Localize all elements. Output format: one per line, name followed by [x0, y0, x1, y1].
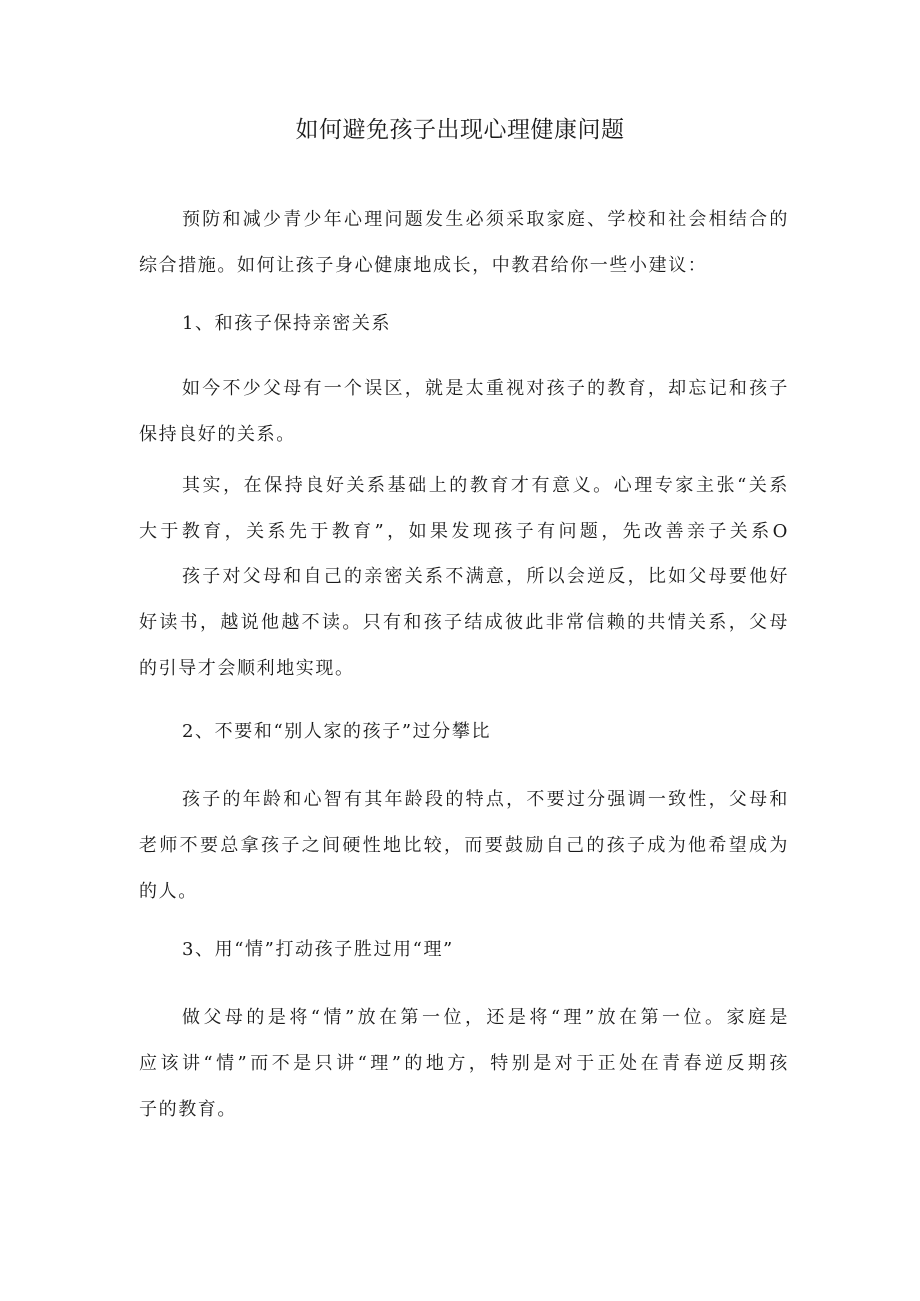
section-heading-1: 1、和孩子保持亲密关系 [182, 313, 392, 334]
intro-paragraph [139, 197, 789, 289]
paragraph-line: 老师不要总拿孩子之间硬性地比较，而要鼓励自己的孩子成为他希望成为 [139, 835, 789, 856]
section-1-paragraph-1 [139, 366, 789, 458]
paragraph-line: 保持良好的关系。 [139, 424, 296, 445]
paragraph-line: 如今不少父母有一个误区，就是太重视对孩子的教育，却忘记和孩子 [182, 378, 789, 399]
paragraph-line: 应该讲“情”而不是只讲“理”的地方，特别是对于正处在青春逆反期孩 [139, 1053, 789, 1074]
paragraph-line: 的人。 [139, 881, 198, 902]
section-heading-3: 3、用“情”打动孩子胜过用“理” [182, 939, 454, 960]
paragraph-line: 子的教育。 [139, 1099, 237, 1120]
paragraph-line: 预防和减少青少年心理问题发生必须采取家庭、学校和社会相结合的 [182, 209, 789, 230]
section-1-paragraph-2 [139, 463, 789, 555]
paragraph-line: 孩子对父母和自己的亲密关系不满意，所以会逆反，比如父母要他好 [182, 566, 789, 587]
section-3-paragraph-1 [139, 995, 789, 1133]
paragraph-line: 好读书，越说他越不读。只有和孩子结成彼此非常信赖的共情关系，父母 [139, 612, 789, 633]
paragraph-line: 其实，在保持良好关系基础上的教育才有意义。心理专家主张“关系 [182, 475, 789, 496]
paragraph-line: 孩子的年龄和心智有其年龄段的特点，不要过分强调一致性，父母和 [182, 789, 789, 810]
page-title: 如何避免孩子出现心理健康问题 [295, 117, 625, 143]
paragraph-line: 的引导才会顺利地实现。 [139, 658, 355, 679]
section-1-paragraph-3 [139, 554, 789, 692]
paragraph-line: 大于教育，关系先于教育”，如果发现孩子有问题，先改善亲子关系O [139, 521, 789, 542]
section-heading-2: 2、不要和“别人家的孩子”过分攀比 [182, 721, 492, 742]
paragraph-line: 综合措施。如何让孩子身心健康地成长，中教君给你一些小建议： [139, 255, 708, 276]
section-2-paragraph-1 [139, 777, 789, 915]
paragraph-line: 做父母的是将“情”放在第一位，还是将“理”放在第一位。家庭是 [182, 1007, 789, 1028]
